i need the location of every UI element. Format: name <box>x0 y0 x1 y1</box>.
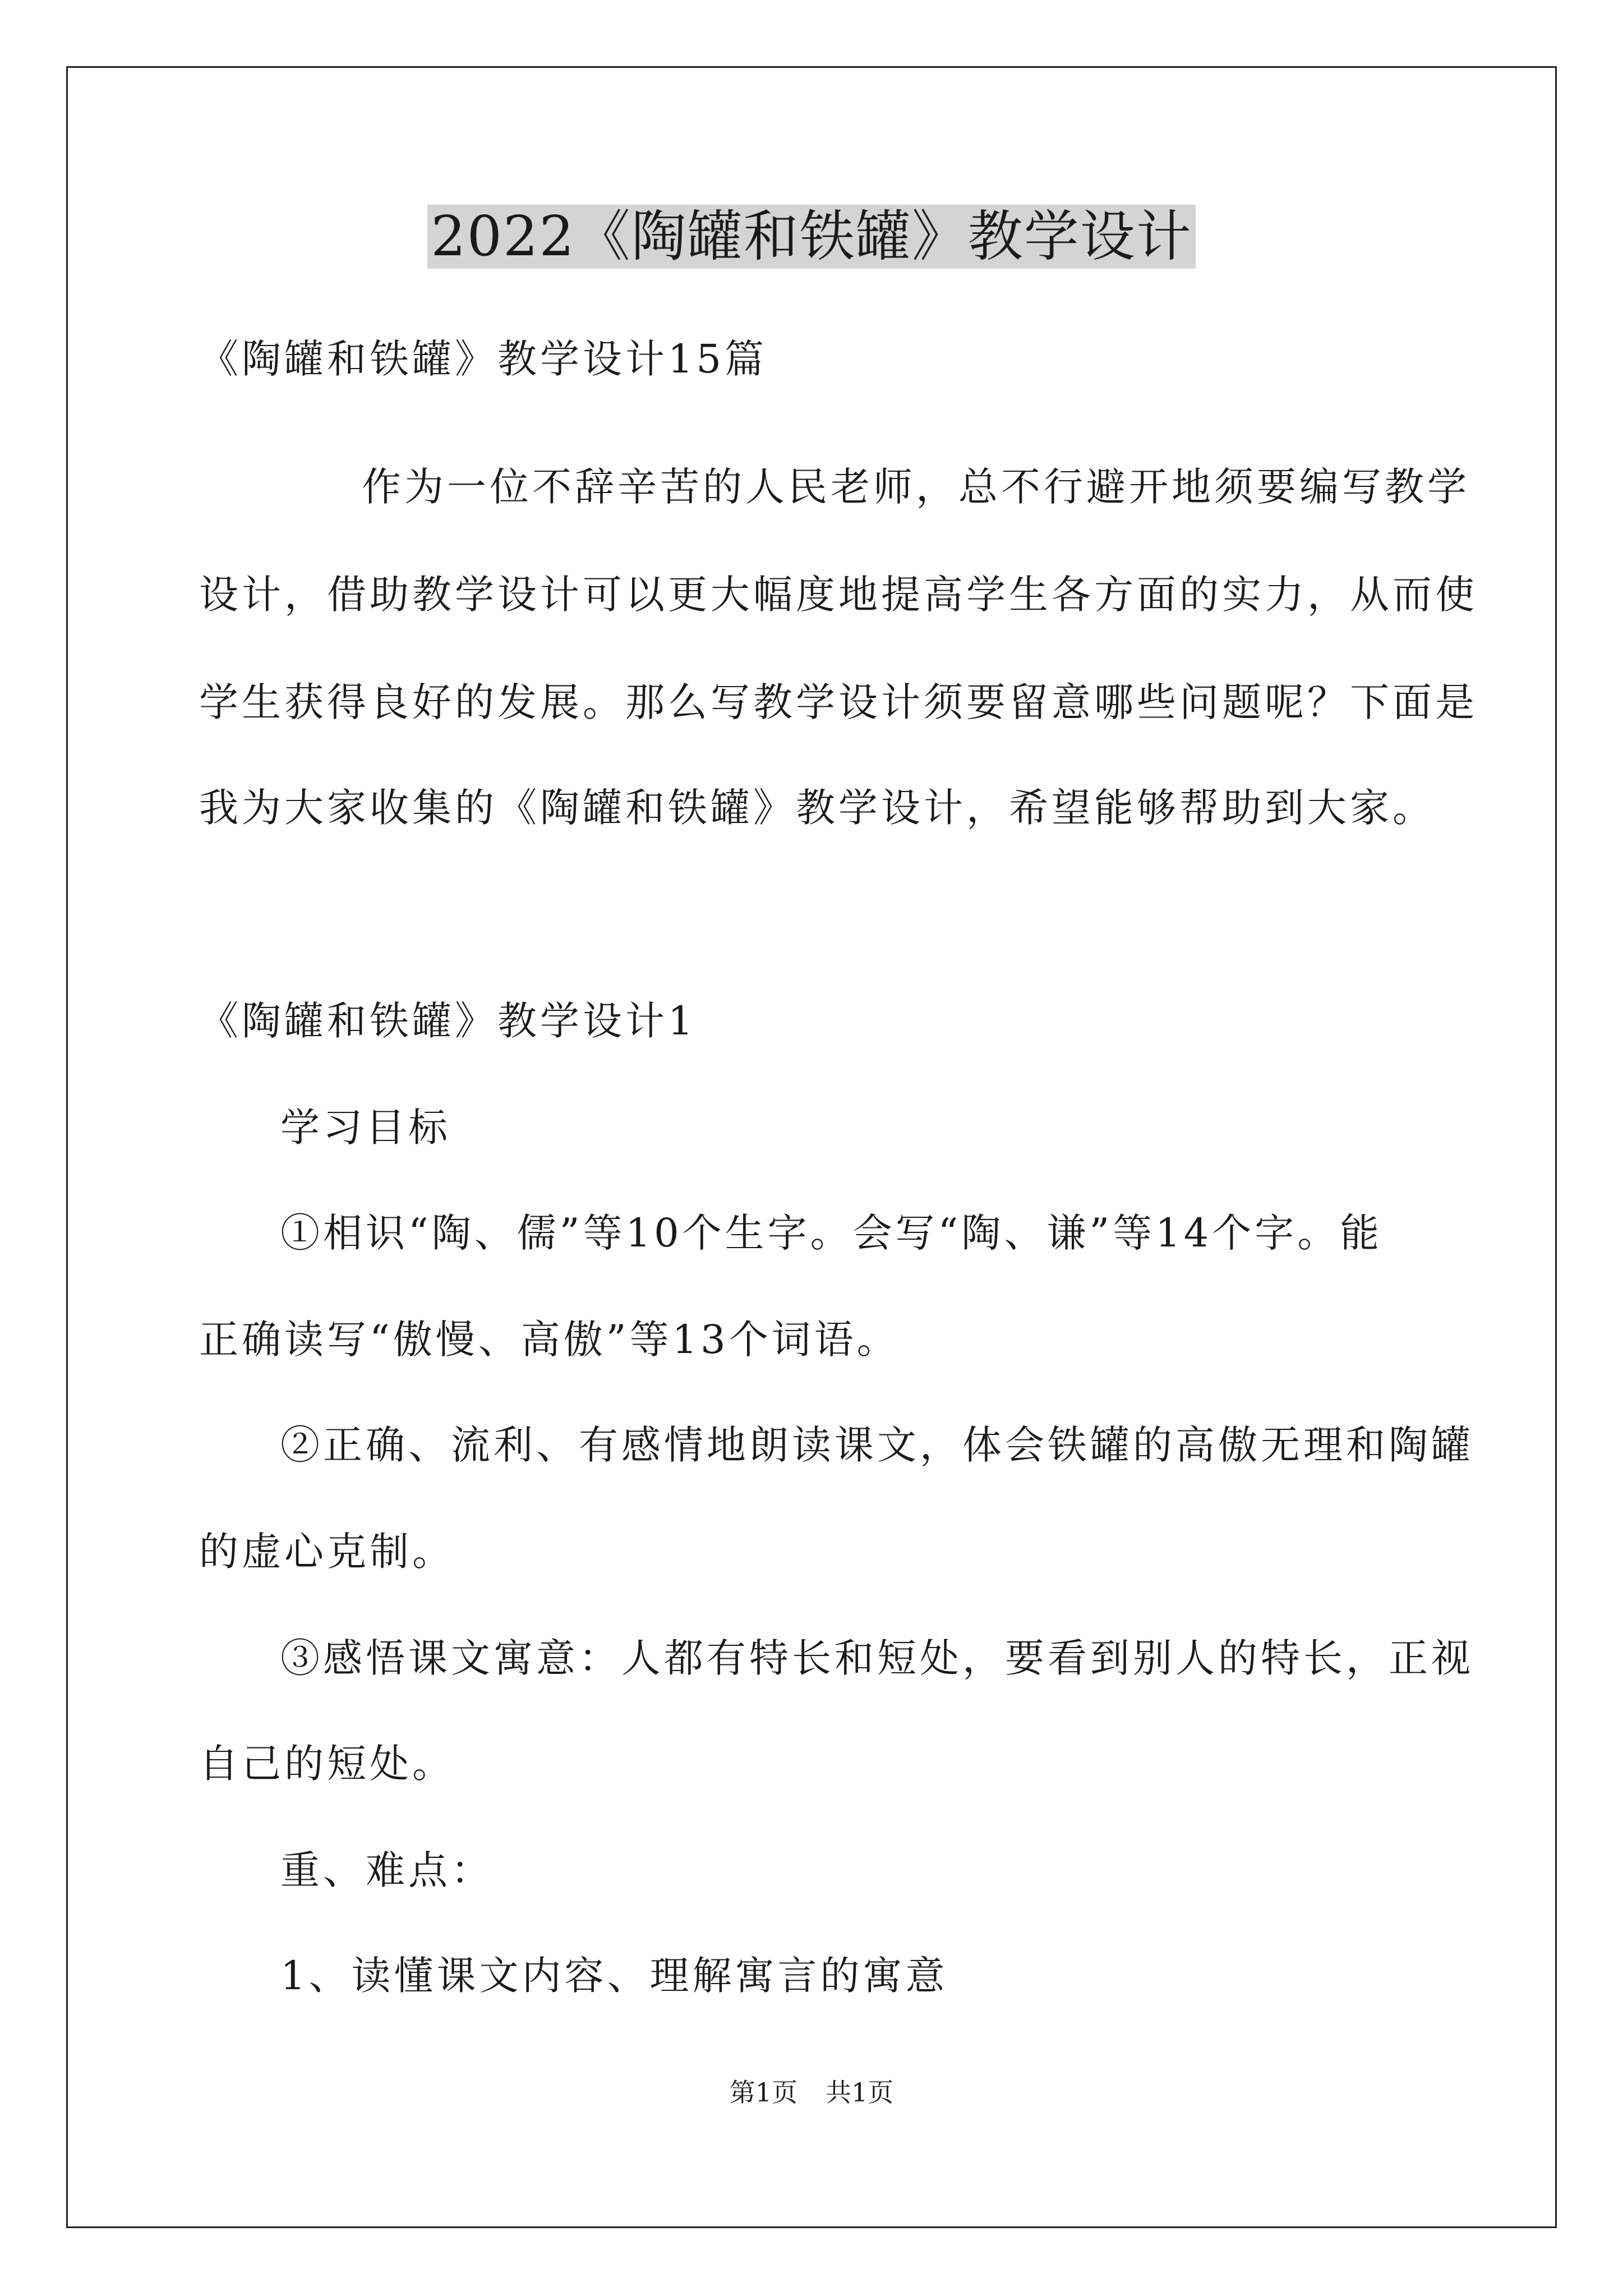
goal-2-line-1: ②正确、流利、有感情地朗读课文，体会铁罐的高傲无理和陶罐 <box>280 1422 1474 1468</box>
goal-3-line-2: 自己的短处。 <box>199 1741 455 1787</box>
page-number: 第1页 <box>729 2077 797 2108</box>
document-title <box>0 197 1623 276</box>
section-heading: 《陶罐和铁罐》教学设计1 <box>199 998 697 1044</box>
goals-heading: 学习目标 <box>280 1105 451 1151</box>
goal-3-line-1: ③感悟课文寓意：人都有特长和短处，要看到别人的特长，正视 <box>280 1635 1474 1681</box>
page-footer <box>0 2076 1623 2109</box>
goal-2-line-2: 的虚心克制。 <box>199 1529 455 1575</box>
goal-1-line-2: 正确读写“傲慢、高傲”等13个词语。 <box>199 1317 900 1363</box>
intro-line-1: 作为一位不辞辛苦的人民老师，总不行避开地须要编写教学 <box>362 464 1470 510</box>
document-title-text: 2022《陶罐和铁罐》教学设计 <box>427 205 1195 269</box>
document-subtitle: 《陶罐和铁罐》教学设计15篇 <box>199 336 768 382</box>
goal-1-line-1: ①相识“陶、儒”等10个生字。会写“陶、谦”等14个字。能 <box>280 1210 1383 1256</box>
intro-line-3: 学生获得良好的发展。那么写教学设计须要留意哪些问题呢？下面是 <box>199 679 1478 725</box>
difficulty-heading: 重、难点： <box>280 1847 494 1893</box>
intro-line-2: 设计，借助教学设计可以更大幅度地提高学生各方面的实力，从而使 <box>199 572 1478 618</box>
intro-line-4: 我为大家收集的《陶罐和铁罐》教学设计，希望能够帮助到大家。 <box>199 785 1435 831</box>
page-total: 共1页 <box>826 2077 894 2108</box>
difficulty-item-1: 1、读懂课文内容、理解寓言的寓意 <box>280 1953 948 1999</box>
